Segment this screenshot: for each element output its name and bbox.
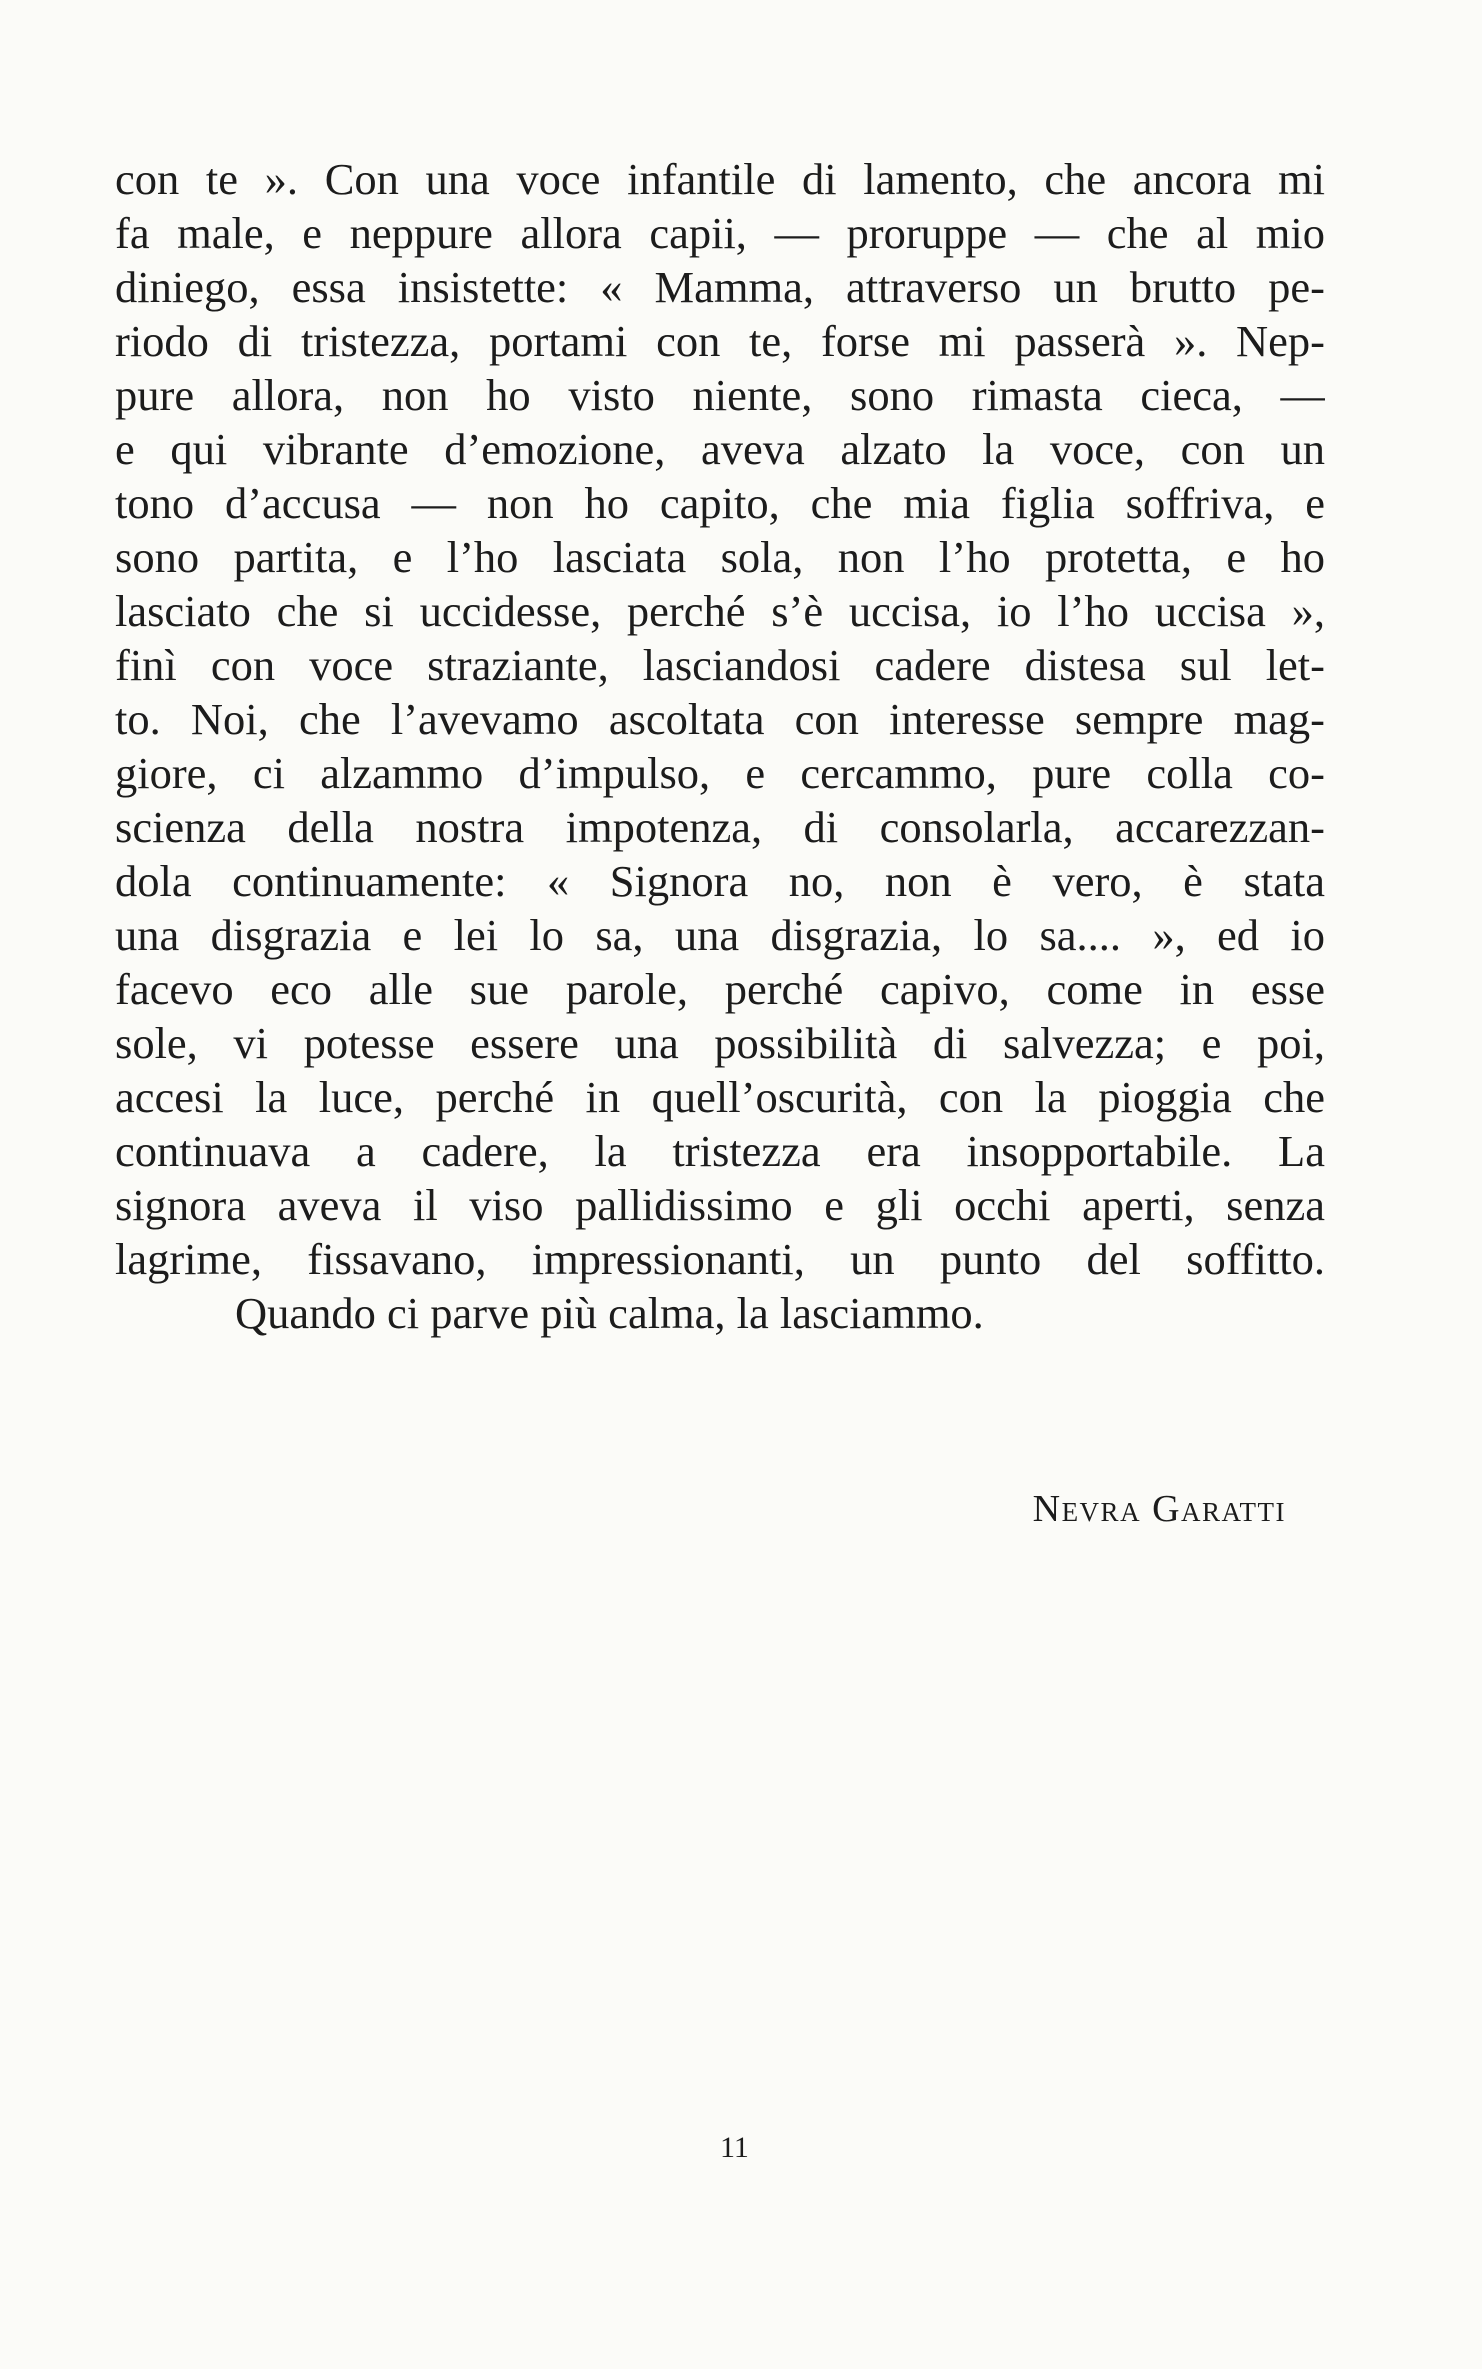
text-line: lasciato che si uccidesse, perché s’è uccisa, io l’ho uccisa », [115,586,1325,636]
text-line: signora aveva il viso pallidissimo e gli occhi aperti, senza [115,1180,1325,1230]
text-line: fa male, e neppure allora capii, — proruppe — che al mio [115,208,1325,258]
text-line: dola continuamente: « Signora no, non è vero, è stata [115,856,1325,906]
text-line-final: Quando ci parve più calma, la lasciammo. [235,1288,984,1338]
text-line: riodo di tristezza, portami con te, forse mi passerà ». Nep- [115,316,1325,366]
text-line: pure allora, non ho visto niente, sono rimasta cieca, — [115,370,1325,420]
text-line: con te ». Con una voce infantile di lamento, che ancora mi [115,154,1325,204]
text-line: sono partita, e l’ho lasciata sola, non l’ho protetta, e ho [115,532,1325,582]
author-signature [1033,1487,1286,1531]
text-line: lagrime, fissavano, impressionanti, un punto del soffitto. [115,1234,1325,1284]
text-line: sole, vi potesse essere una possibilità di salvezza; e poi, [115,1018,1325,1068]
text-line: to. Noi, che l’avevamo ascoltata con interesse sempre mag- [115,694,1325,744]
text-line: diniego, essa insistette: « Mamma, attraverso un brutto pe- [115,262,1325,312]
text-line: tono d’accusa — non ho capito, che mia figlia soffriva, e [115,478,1325,528]
text-line: giore, ci alzammo d’impulso, e cercammo, pure colla co- [115,748,1325,798]
text-line: finì con voce straziante, lasciandosi cadere distesa sul let- [115,640,1325,690]
body-text [115,152,1325,1340]
page-number: 11 [720,2131,749,2164]
text-line: scienza della nostra impotenza, di consolarla, accarezzan- [115,802,1325,852]
text-line: una disgrazia e lei lo sa, una disgrazia, lo sa.... », ed io [115,910,1325,960]
text-line: e qui vibrante d’emozione, aveva alzato la voce, con un [115,424,1325,474]
text-line: facevo eco alle sue parole, perché capivo, come in esse [115,964,1325,1014]
text-line: continuava a cadere, la tristezza era insopportabile. La [115,1126,1325,1176]
author-name: Nevra Garatti [1032,1488,1286,1530]
text-line: accesi la luce, perché in quell’oscurità, con la pioggia che [115,1072,1325,1122]
